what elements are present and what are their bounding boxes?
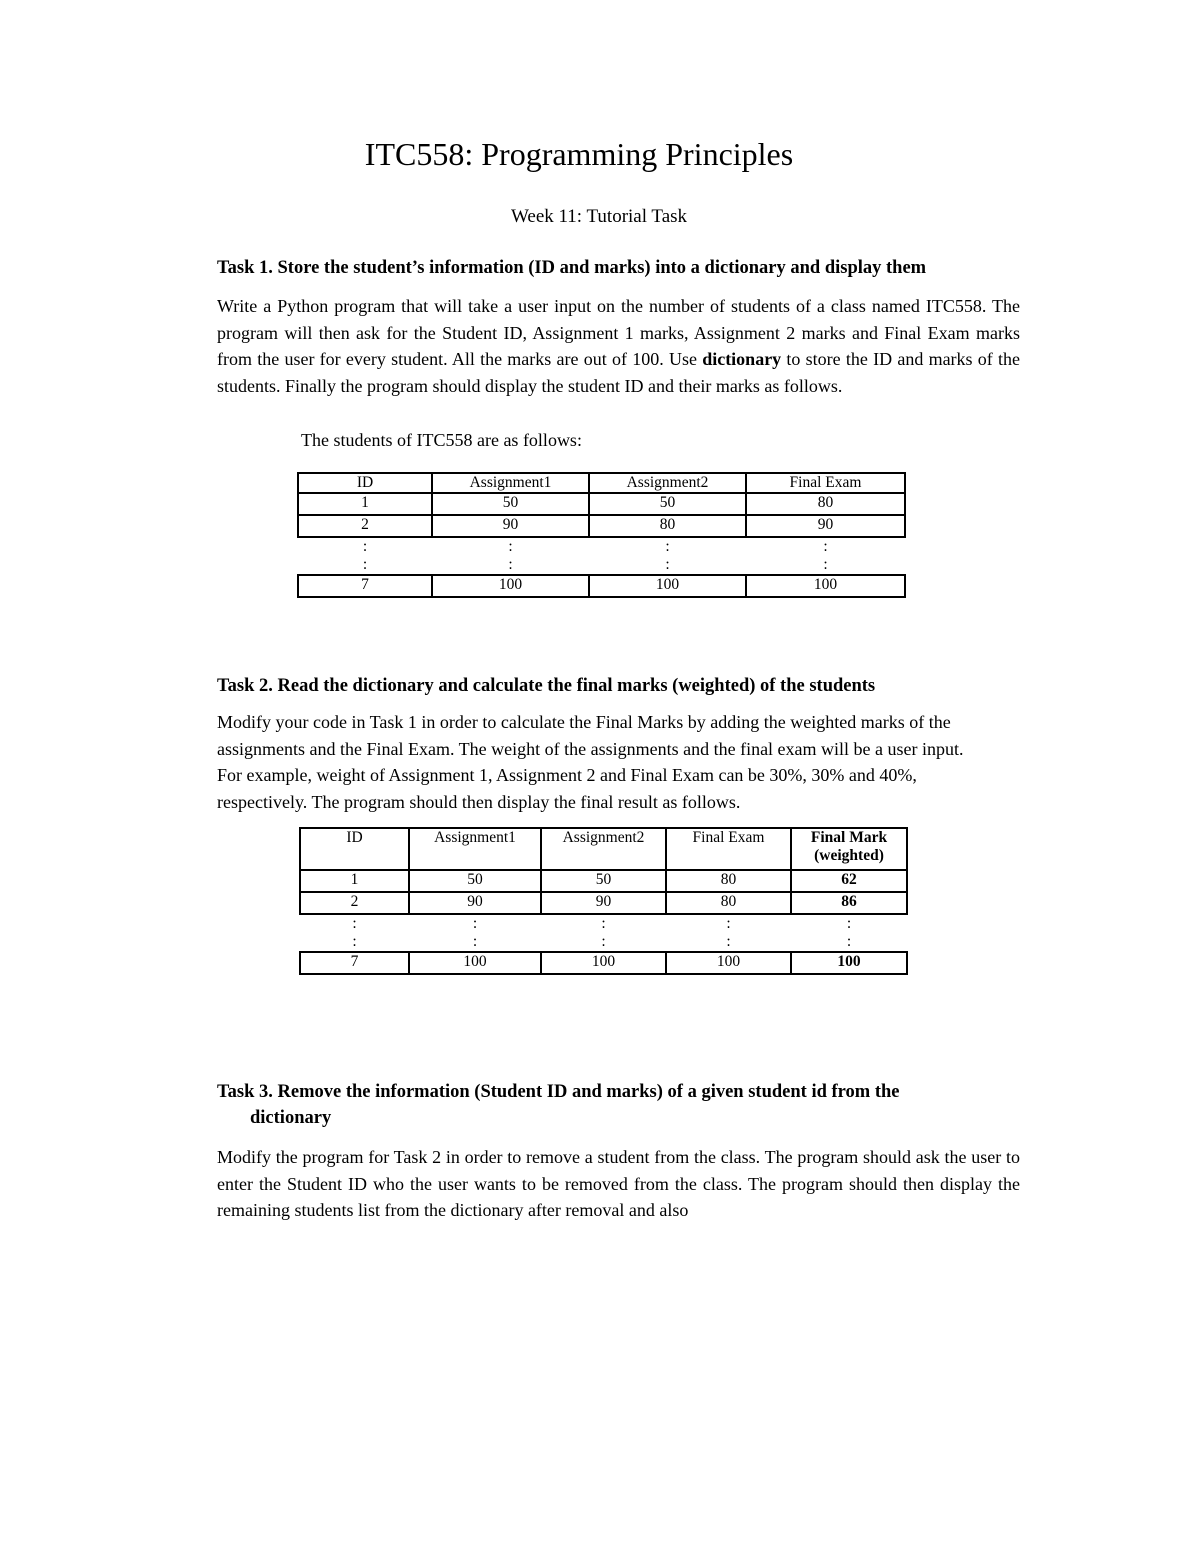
header-weighted-label: (weighted) (814, 847, 884, 864)
ellipsis-cell: : (298, 537, 432, 556)
table-cell: 100 (432, 575, 589, 597)
table-header-row (298, 473, 905, 493)
table-cell: 1 (298, 493, 432, 515)
task2-heading: Task 2. Read the dictionary and calculate the final marks (weighted) of the students (217, 676, 876, 696)
ellipsis-cell: : (352, 933, 357, 950)
table-header-row (300, 828, 907, 870)
ellipsis-cell: : (746, 537, 905, 556)
ellipsis-cell: : (300, 914, 409, 933)
header-cell: Assignment2 (589, 473, 746, 493)
table-cell: 50 (589, 493, 746, 515)
task3-paragraph: Modify the program for Task 2 in order to remove a student from the class. The program should ask the user to enter the Student ID who the user wants to be removed from the class. The program should then display the remaining students list from the dictionary after removal and also (217, 1147, 1020, 1220)
ellipsis-cell: : (541, 914, 666, 933)
task2-marks-table (299, 827, 908, 975)
header-cell: ID (300, 828, 409, 870)
task1-paragraph-bold: dictionary (702, 349, 782, 369)
task1-table-lead: The students of ITC558 are as follows: (301, 430, 582, 450)
task1-heading: Task 1. Store the student’s information (ID and marks) into a dictionary and display them (217, 258, 927, 278)
table-cell-final-mark: 100 (791, 952, 907, 974)
ellipsis-cell: : (823, 556, 828, 573)
ellipsis-cell: : (362, 556, 368, 573)
table-cell: 100 (589, 575, 746, 597)
table-cell: 90 (746, 515, 905, 537)
table-cell: 100 (541, 952, 666, 974)
ellipsis-row (300, 914, 907, 933)
ellipsis-cell: : (666, 914, 791, 933)
table-cell: 90 (409, 892, 541, 914)
table-cell: 80 (589, 515, 746, 537)
ellipsis-cell: : (409, 914, 541, 933)
table-cell: 7 (300, 952, 409, 974)
document-subtitle: Week 11: Tutorial Task (510, 206, 688, 227)
table-row (300, 870, 907, 892)
table-cell: 100 (409, 952, 541, 974)
ellipsis-cell: : (601, 933, 606, 950)
table-cell: 80 (666, 892, 791, 914)
table-cell-final-mark: 86 (791, 892, 907, 914)
task3-heading (217, 1079, 1007, 1131)
table-row (298, 493, 905, 515)
task3-heading-line1: Task 3. Remove the information (Student ID and marks) of a given student id from the (217, 1082, 900, 1102)
table-cell: 90 (432, 515, 589, 537)
table-row (298, 515, 905, 537)
task2-paragraph: Modify your code in Task 1 in order to calculate the Final Marks by adding the weighted marks of the assignments and the Final Exam. The weight of the assignments and the final exam will be a user input. For example, weight of Assignment 1, Assignment 2 and Final Exam can be 30%, 30% and 40%, respectively. The program should then display the final result as follows. (217, 712, 964, 812)
ellipsis-cell: : (589, 537, 746, 556)
task1-marks-table (297, 472, 906, 598)
task1-paragraph-text-b: to store the ID and marks of the students. Finally the program should display the student ID and their marks as follows. (217, 349, 1021, 396)
task3-heading-line2: dictionary (250, 1108, 332, 1128)
header-cell: Final Exam (746, 473, 905, 493)
ellipsis-cell: : (846, 933, 852, 950)
table-cell: 7 (298, 575, 432, 597)
ellipsis-row (298, 556, 905, 575)
header-cell: ID (298, 473, 432, 493)
task1-paragraph-text-a: Write a Python program that will take a user input on the number of students of a class named ITC558. The program will then ask for the Student ID, Assignment 1 marks, Assignment 2 marks and Final Exam marks from the user for every student. All the marks are out of 100. Use (217, 296, 1020, 369)
ellipsis-row (298, 537, 905, 556)
header-cell-final-mark (791, 828, 907, 870)
ellipsis-cell: : (726, 933, 731, 950)
ellipsis-cell: : (432, 537, 589, 556)
ellipsis-row (300, 933, 907, 952)
table-cell-final-mark: 62 (791, 870, 907, 892)
ellipsis-cell: : (791, 914, 907, 933)
table-cell: 80 (746, 493, 905, 515)
document-title: ITC558: Programming Principles (364, 136, 794, 172)
table-cell: 50 (541, 870, 666, 892)
table-cell: 2 (298, 515, 432, 537)
table-row (300, 952, 907, 974)
header-final-mark-label: Final Mark (810, 829, 888, 846)
ellipsis-cell: : (665, 556, 670, 573)
table-cell: 90 (541, 892, 666, 914)
table-row (298, 575, 905, 597)
table-cell: 100 (746, 575, 905, 597)
ellipsis-cell: : (508, 556, 513, 573)
table-cell: 50 (432, 493, 589, 515)
table-cell: 1 (300, 870, 409, 892)
table-row (300, 892, 907, 914)
header-cell: Assignment2 (541, 828, 666, 870)
header-cell: Assignment1 (432, 473, 589, 493)
task1-paragraph (217, 293, 1020, 399)
header-cell: Final Exam (666, 828, 791, 870)
table-cell: 50 (409, 870, 541, 892)
table-cell: 100 (666, 952, 791, 974)
header-cell: Assignment1 (409, 828, 541, 870)
ellipsis-cell: : (472, 933, 478, 950)
table-cell: 80 (666, 870, 791, 892)
table-cell: 2 (300, 892, 409, 914)
